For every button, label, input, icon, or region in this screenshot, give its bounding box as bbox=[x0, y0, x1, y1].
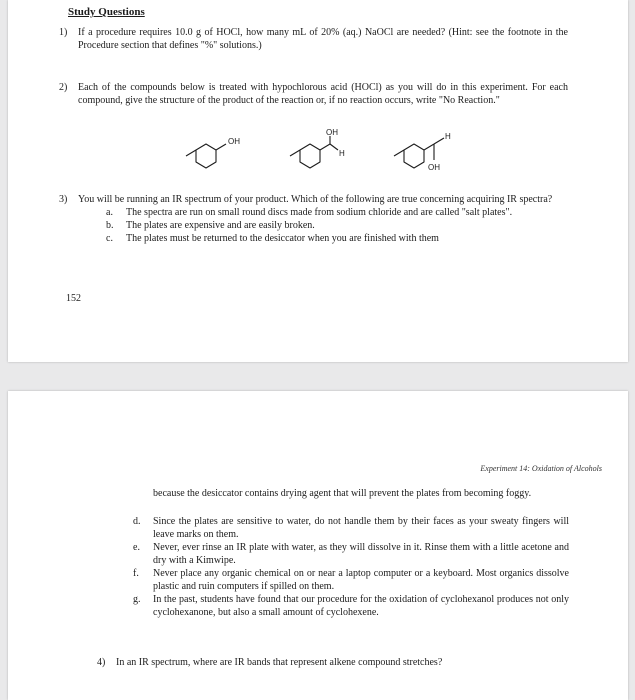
page-number: 152 bbox=[66, 293, 81, 304]
option-c-text: The plates must be returned to the desiccator when you are finished with them bbox=[126, 233, 439, 244]
question-3 bbox=[59, 193, 568, 245]
option-d bbox=[133, 515, 569, 541]
structure-1-methylcyclohexanol bbox=[186, 144, 226, 168]
option-g bbox=[133, 593, 569, 619]
question-1-text: If a procedure requires 10.0 g of HOCl, how many mL of 20% (aq.) NaOCl are needed? (Hint: see the footnote in the Procedure section that defines "%" solutions.) bbox=[78, 27, 568, 51]
option-f bbox=[133, 567, 569, 593]
compound-structures bbox=[178, 126, 488, 184]
question-3-number: 3) bbox=[59, 194, 68, 205]
structure-2-h-label: H bbox=[339, 149, 345, 158]
question-2-text: Each of the compounds below is treated with hypochlorous acid (HOCl) as you will do in this experiment. For each compound, give the structure of the product of the reaction or, if no reaction occurs, write "No Reaction." bbox=[78, 82, 568, 106]
structure-1-oh-label: OH bbox=[228, 137, 240, 146]
option-g-letter: g. bbox=[133, 594, 141, 605]
option-a-letter: a. bbox=[106, 207, 113, 218]
option-c-continuation: because the desiccator contains drying agent that will prevent the plates from becoming foggy. bbox=[153, 488, 532, 499]
question-4-text: In an IR spectrum, where are IR bands that represent alkene compound stretches? bbox=[116, 657, 443, 668]
textbook-page-152 bbox=[8, 0, 628, 362]
option-d-text: Since the plates are sensitive to water, do not handle them by their faces as your sweaty fingers will leave marks on them. bbox=[153, 516, 569, 540]
running-header: Experiment 14: Oxidation of Alcohols bbox=[480, 464, 602, 473]
question-1-number: 1) bbox=[59, 27, 68, 38]
question-4 bbox=[97, 656, 576, 669]
option-a-text: The spectra are run on small round discs made from sodium chloride and are called "salt plates". bbox=[126, 207, 513, 218]
question-2-number: 2) bbox=[59, 82, 68, 93]
question-4-number: 4) bbox=[97, 657, 106, 668]
question-3-text: You will be running an IR spectrum of your product. Which of the following are true concerning acquiring IR spectra? bbox=[78, 194, 553, 205]
option-b bbox=[106, 219, 568, 232]
textbook-page-153 bbox=[8, 391, 628, 700]
option-f-letter: f. bbox=[133, 568, 139, 579]
option-b-letter: b. bbox=[106, 220, 114, 231]
study-questions-heading: Study Questions bbox=[68, 6, 145, 18]
options-list-continued bbox=[133, 515, 569, 619]
structure-2-oh-label: OH bbox=[326, 128, 338, 137]
option-c bbox=[106, 232, 568, 245]
option-e-text: Never, ever rinse an IR plate with water, as they will dissolve in it. Rinse them with a little acetone and dry with a Kimwipe. bbox=[153, 542, 569, 566]
structure-2-secondary-alcohol bbox=[290, 136, 338, 168]
structure-3-h-label: H bbox=[445, 132, 451, 141]
option-g-text: In the past, students have found that our procedure for the oxidation of cyclohexanol produces not only cyclohexanone, but also a small amount of cyclohexene. bbox=[153, 594, 569, 618]
option-d-letter: d. bbox=[133, 516, 141, 527]
option-e bbox=[133, 541, 569, 567]
option-c-letter: c. bbox=[106, 233, 113, 244]
option-f-text: Never place any organic chemical on or near a laptop computer or a keyboard. Most organics dissolve plastic and ruin computers if spilled on them. bbox=[153, 568, 569, 592]
question-2 bbox=[59, 81, 568, 107]
option-e-letter: e. bbox=[133, 542, 140, 553]
question-1 bbox=[59, 26, 568, 52]
option-a bbox=[106, 206, 568, 219]
option-b-text: The plates are expensive and are easily broken. bbox=[126, 220, 315, 231]
structure-3-oh-label: OH bbox=[428, 163, 440, 172]
